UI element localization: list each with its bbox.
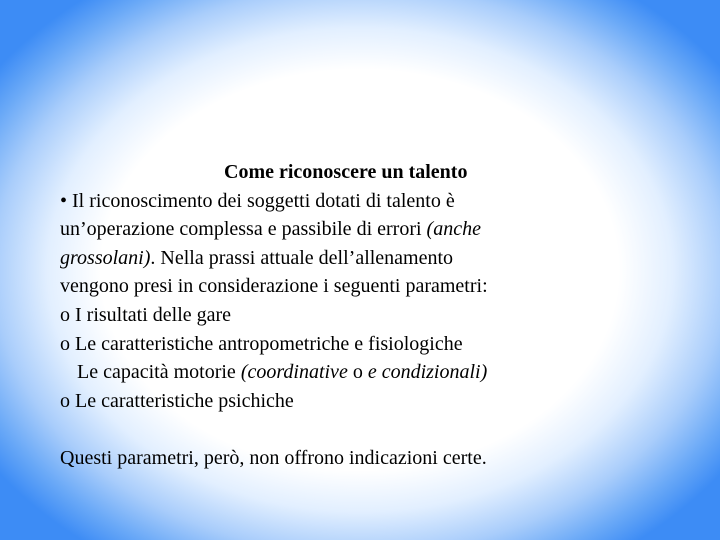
intro-text-3a: grossolani) [60,246,151,269]
motor-abilities-text-a: Le capacità motorie [77,361,241,384]
list-item-motor-abilities [60,358,660,387]
intro-line-3 [60,244,660,273]
intro-text-2a: un’operazione complessa e passibile di errori [60,218,427,241]
spacer [60,415,660,444]
list-item-results [60,301,660,330]
slide-title: Come riconoscere un talento [224,161,468,183]
motor-abilities-text-b: (coordinative [240,361,348,384]
list-marker: o [60,303,70,326]
intro-line-2 [60,215,660,244]
intro-text-3b: . Nella prassi attuale dell’allenamento [150,246,454,269]
intro-line-4: vengono presi in considerazione i seguenti parametri: [60,275,488,298]
bullet-marker: • [60,189,68,212]
list-marker: o [60,332,70,355]
list-item-anthropometric [60,330,660,359]
list-item-psychic [60,387,660,416]
list-marker: o [60,389,70,412]
intro-text-2b: (anche [426,218,481,241]
motor-abilities-text-c: o [347,361,368,384]
list-item-psychic-label: Le caratteristiche psichiche [75,389,294,412]
list-item-results-label: I risultati delle gare [75,303,232,326]
motor-abilities-text-d: e condizionali) [367,361,488,384]
intro-line-1 [60,187,660,216]
conclusion-text: Questi parametri, però, non offrono indicazioni certe. [60,446,487,469]
intro-text-1: Il riconoscimento dei soggetti dotati di talento è [72,189,455,212]
slide-text-body [60,158,660,473]
list-item-anthropometric-label: Le caratteristiche antropometriche e fisiologiche [75,332,463,355]
